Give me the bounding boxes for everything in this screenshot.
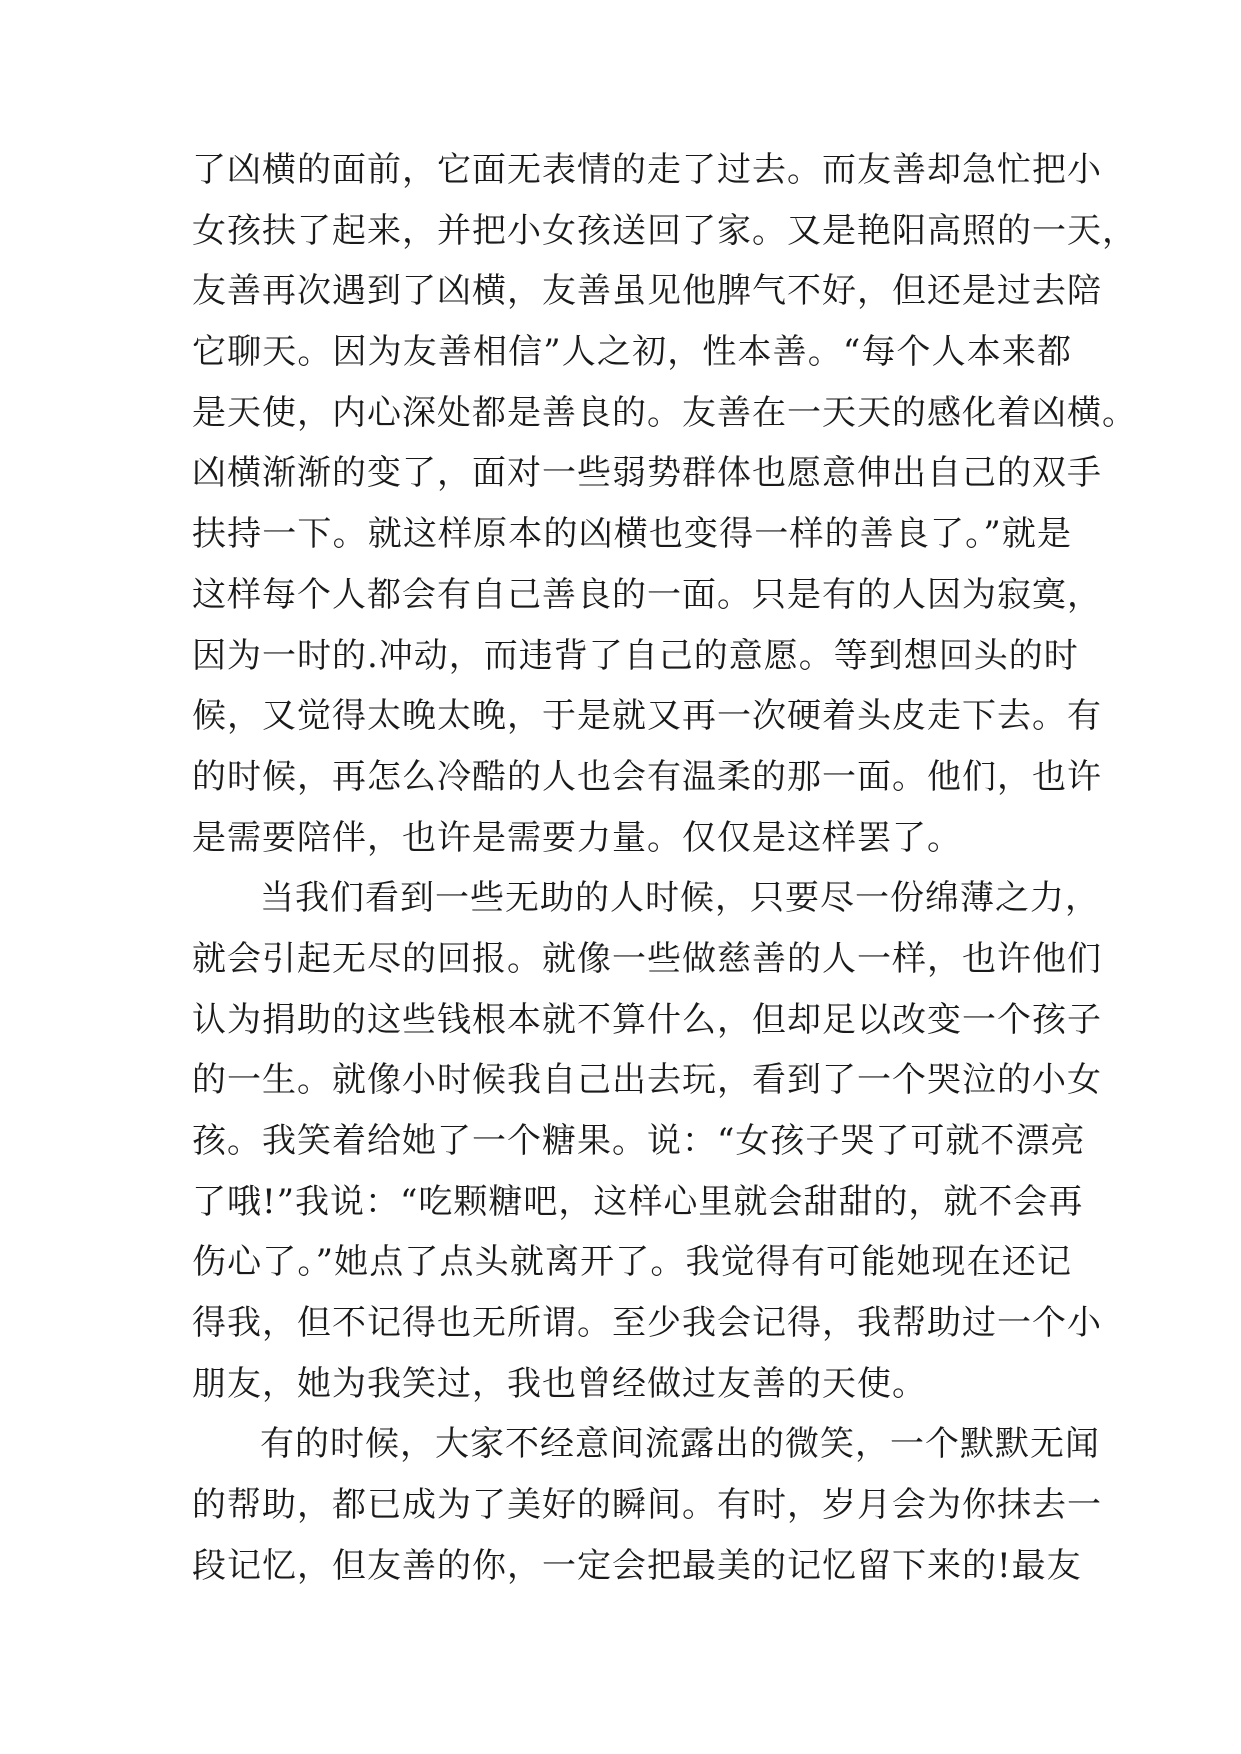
- paragraph-1-line-10: 候，又觉得太晚太晚，于是就又再一次硬着头皮走下去。有: [192, 696, 1102, 737]
- paragraph-2-line-1: 当我们看到一些无助的人时候，只要尽一份绵薄之力，: [260, 878, 1100, 919]
- paragraph-2-line-2: 就会引起无尽的回报。就像一些做慈善的人一样，也许他们: [192, 938, 1102, 979]
- paragraph-1-line-7: 扶持一下。就这样原本的凶横也变得一样的善良了。”就是: [192, 514, 1072, 555]
- paragraph-1-line-9: 因为一时的.冲动，而违背了自己的意愿。等到想回头的时: [192, 635, 1079, 676]
- paragraph-3-line-2: 的帮助，都已成为了美好的瞬间。有时，岁月会为你抹去一: [192, 1485, 1102, 1526]
- paragraph-1-line-5: 是天使，内心深处都是善良的。友善在一天天的感化着凶横。: [192, 392, 1137, 433]
- paragraph-2-line-9: 朋友，她为我笑过，我也曾经做过友善的天使。: [192, 1363, 927, 1404]
- paragraph-1-line-2: 女孩扶了起来，并把小女孩送回了家。又是艳阳高照的一天，: [192, 210, 1137, 251]
- paragraph-1-line-8: 这样每个人都会有自己善良的一面。只是有的人因为寂寞，: [192, 574, 1102, 615]
- paragraph-1-line-11: 的时候，再怎么冷酷的人也会有温柔的那一面。他们，也许: [192, 756, 1102, 797]
- paragraph-1-line-6: 凶横渐渐的变了，面对一些弱势群体也愿意伸出自己的双手: [192, 453, 1102, 494]
- paragraph-2-line-7: 伤心了。”她点了点头就离开了。我觉得有可能她现在还记: [192, 1242, 1072, 1283]
- paragraph-1-line-4: 它聊天。因为友善相信”人之初，性本善。“每个人本来都: [192, 332, 1072, 373]
- paragraph-3-line-3: 段记忆，但友善的你，一定会把最美的记忆留下来的!最友: [192, 1545, 1082, 1586]
- paragraph-2-line-6: 了哦!”我说：“吃颗糖吧，这样心里就会甜甜的，就不会再: [192, 1181, 1084, 1222]
- document-body: [192, 140, 1137, 1597]
- paragraph-2-line-8: 得我，但不记得也无所谓。至少我会记得，我帮助过一个小: [192, 1303, 1102, 1344]
- paragraph-2-line-5: 孩。我笑着给她了一个糖果。说：“女孩子哭了可就不漂亮: [192, 1121, 1086, 1161]
- paragraph-1-line-1: 了凶横的面前，它面无表情的走了过去。而友善却急忙把小: [192, 150, 1102, 190]
- paragraph-2-line-4: 的一生。就像小时候我自己出去玩，看到了一个哭泣的小女: [192, 1060, 1102, 1101]
- paragraph-3-line-1: 有的时候，大家不经意间流露出的微笑，一个默默无闻: [260, 1424, 1100, 1465]
- paragraph-2-line-3: 认为捐助的这些钱根本就不算什么，但却足以改变一个孩子: [192, 999, 1102, 1040]
- paragraph-1-line-3: 友善再次遇到了凶横，友善虽见他脾气不好，但还是过去陪: [192, 271, 1102, 312]
- paragraph-1-line-12: 是需要陪伴，也许是需要力量。仅仅是这样罢了。: [192, 817, 962, 858]
